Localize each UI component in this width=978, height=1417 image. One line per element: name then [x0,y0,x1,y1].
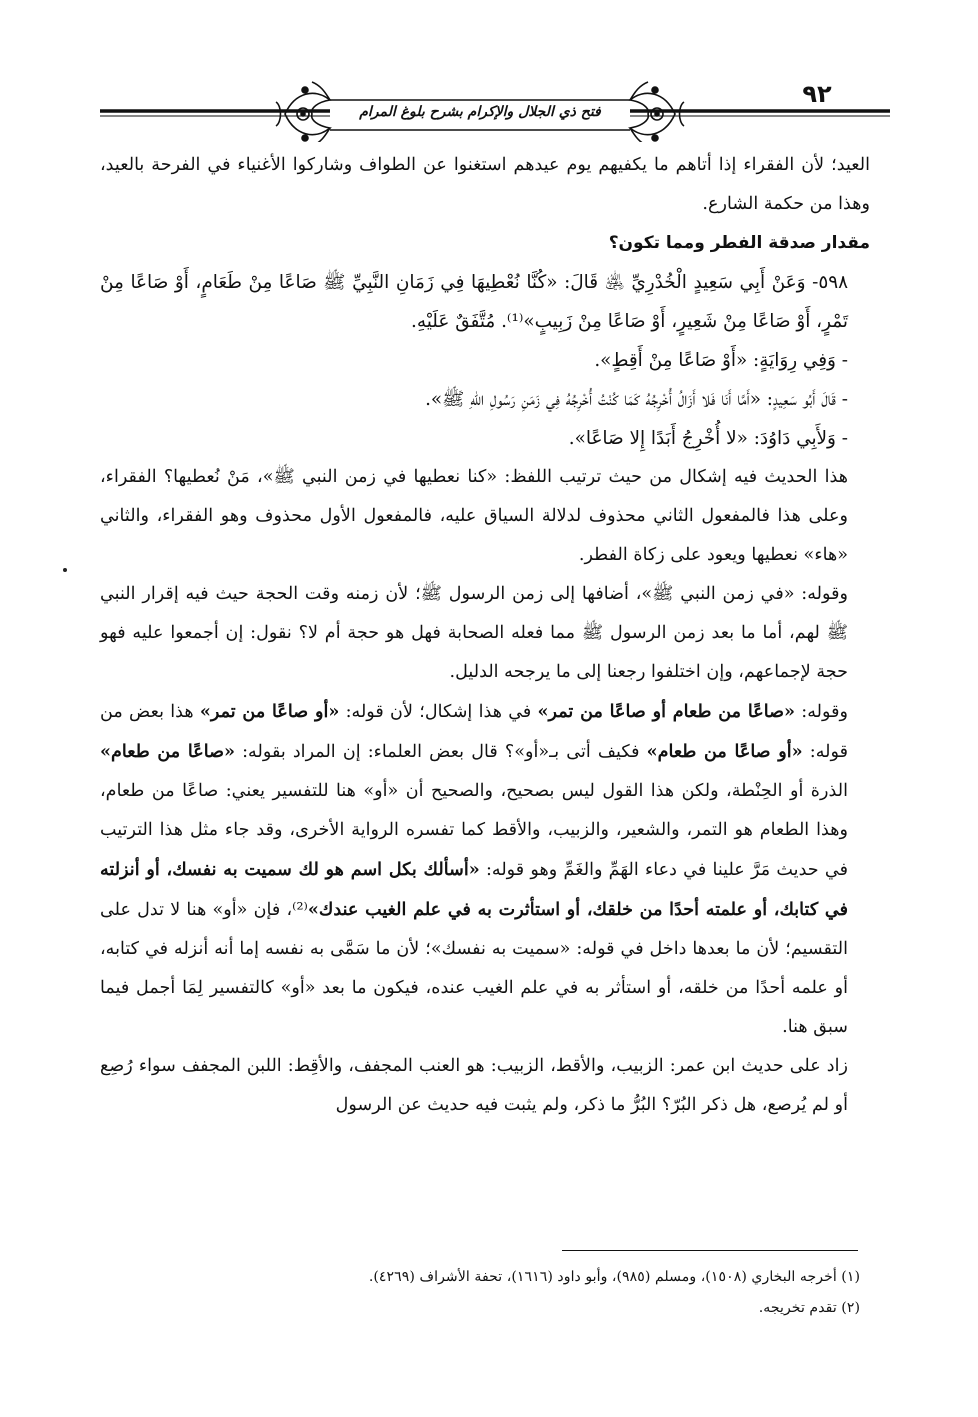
footnote-separator [562,1250,858,1251]
bold-quote: «أو صاعًا من تمر» [199,701,340,722]
narration-line: - قَالَ أَبُو سَعِيدٍ: «أَمَّا أَنَا فَلا أَزَالُ أُخْرِجُهُ كَمَا كُنْتُ أُخْرِجُهُ فِي زَمَنِ رَسُولِ اللهِ ﷺ». [425,389,848,410]
paragraph: العيد؛ لأن الفقراء إذا أتاهم ما يكفيهم يوم عيدهم استغنوا عن الطواف وشاركوا الأغنياء في الفرحة بالعيد، وهذا من حكمة الشارع. [100,155,870,214]
bold-quote: «أو صاعًا من طعام» [646,741,803,762]
text-run: ⁽²⁾، فإن «أو» هنا لا تدل على التقسيم؛ لأن ما بعدها داخل في قوله: «سميت به نفسك»؛ لأن ما سَمَّى به نفسه إما أنه أنزله في كتابه، أو علمه أحدًا من خلقه، أو استأثر به في علم الغيب عنده، فيكون ما بعد «أو» كالتفسير لِمَا أجمل فيما سبق هنا. [100,900,848,1037]
footnote-item: (٢) تقدم تخريجه. [758,1300,860,1316]
book-title: فتح ذي الجلال والإكرام بشرح بلوغ المرام [359,104,601,120]
hadith-text: ٥٩٨- وَعَنْ أَبِي سَعِيدٍ الْخُدْرِيِّ ﵁ قَالَ: «كُنَّا نُعْطِيهَا فِي زَمَانِ النَّبِيِّ ﷺ صَاعًا مِنْ طَعَامٍ، أَوْ صَاعًا مِنْ تَمْرٍ، أَوْ صَاعًا مِنْ شَعِيرٍ، أَوْ صَاعًا مِنْ زَبِيبٍ»⁽¹⁾. مُتَّفَقٌ عَلَيْهِ. [100,272,848,332]
bold-quote: «أسألك بكل اسم هو لك سميت به نفسك، أو أنزلته في كتابك، أو علمته أحدًا من خلقك، أو استأثرت به في علم الغيب عندك» [100,859,848,920]
paragraph [100,692,870,1047]
main-text [100,146,870,1125]
text-run: فكيف أتى بـ«أو»؟ قال بعض العلماء: إن المراد بقوله: [235,742,647,762]
ornamental-header-frame [100,62,890,142]
page-number: ٩٢ [802,80,832,108]
narration-line: - وَلأَبِي دَاوُدَ: «لا أُخْرِجُ أَبَدًا إِلا صَاعًا». [568,428,848,449]
bold-quote: «صاعًا من طعام» [100,741,236,762]
margin-dot [63,568,67,572]
paragraph: هذا الحديث فيه إشكال من حيث ترتيب اللفظ: «كنا نعطيها في زمن النبي ﷺ»، مَنْ نُعطيها؟ الفقراء، وعلى هذا فالمفعول الثاني محذوف لدلالة السياق عليه، فالمفعول الأول محذوف وهو الفقراء، والثاني «هاء» نعطيها ويعود على زكاة الفطر. [100,467,848,565]
footnote-item: (١) أخرجه البخاري (١٥٠٨)، ومسلم (٩٨٥)، وأبو داود (١٦١٦)، تحفة الأشراف (٤٢٦٩). [368,1269,860,1285]
text-run: هذا بعض من قوله: [100,702,848,762]
narration-line: - وَفِي رِوَايَةٍ: «أَوْ صَاعًا مِنْ أَقِطٍ». [594,350,848,371]
text-run: الذرة أو الحِنْطة، ولكن هذا القول ليس بصحيح، والصحيح أن «أو» هنا للتفسير يعني: صاعًا من طعام، وهذا الطعام هو التمر، والشعير، والزبيب، والأقط كما تفسره الرواية الأخرى، وقد جاء مثل هذا الترتيب في حديث مَرَّ علينا في دعاء الهَمِّ والغَمِّ وهو قوله: [100,781,848,880]
page-header [100,62,890,142]
paragraph: زاد على حديث ابن عمر: الزبيب، والأقط، الزبيب: هو العنب المجفف، والأقِط: اللبن المجفف سواء رُصِع أو لم يُرصع، هل ذكر البُرّ؟ البُرُّ ما ذكر، ولم يثبت فيه حديث عن الرسول [100,1056,848,1115]
section-heading: مقدار صدقة الفطر ومما تكون؟ [608,233,870,253]
text-run: وقوله: [795,702,848,722]
text-run: في هذا إشكال؛ لأن قوله: [339,702,538,722]
footnotes [100,1262,860,1324]
paragraph: وقوله: «في زمن النبي ﷺ»، أضافها إلى زمن الرسول ﷺ؛ لأن زمنه وقت الحجة حيث فيه إقرار النبي ﷺ لهم، أما ما بعد زمن الرسول ﷺ مما فعله الصحابة فهل هو حجة أم لا؟ نقول: إن أجمعوا عليه فهو حجة لإجماعهم، وإن اختلفوا رجعنا إلى ما يرجحه الدليل. [100,584,848,682]
bold-quote: «صاعًا من طعام أو صاعًا من تمر» [537,701,796,722]
